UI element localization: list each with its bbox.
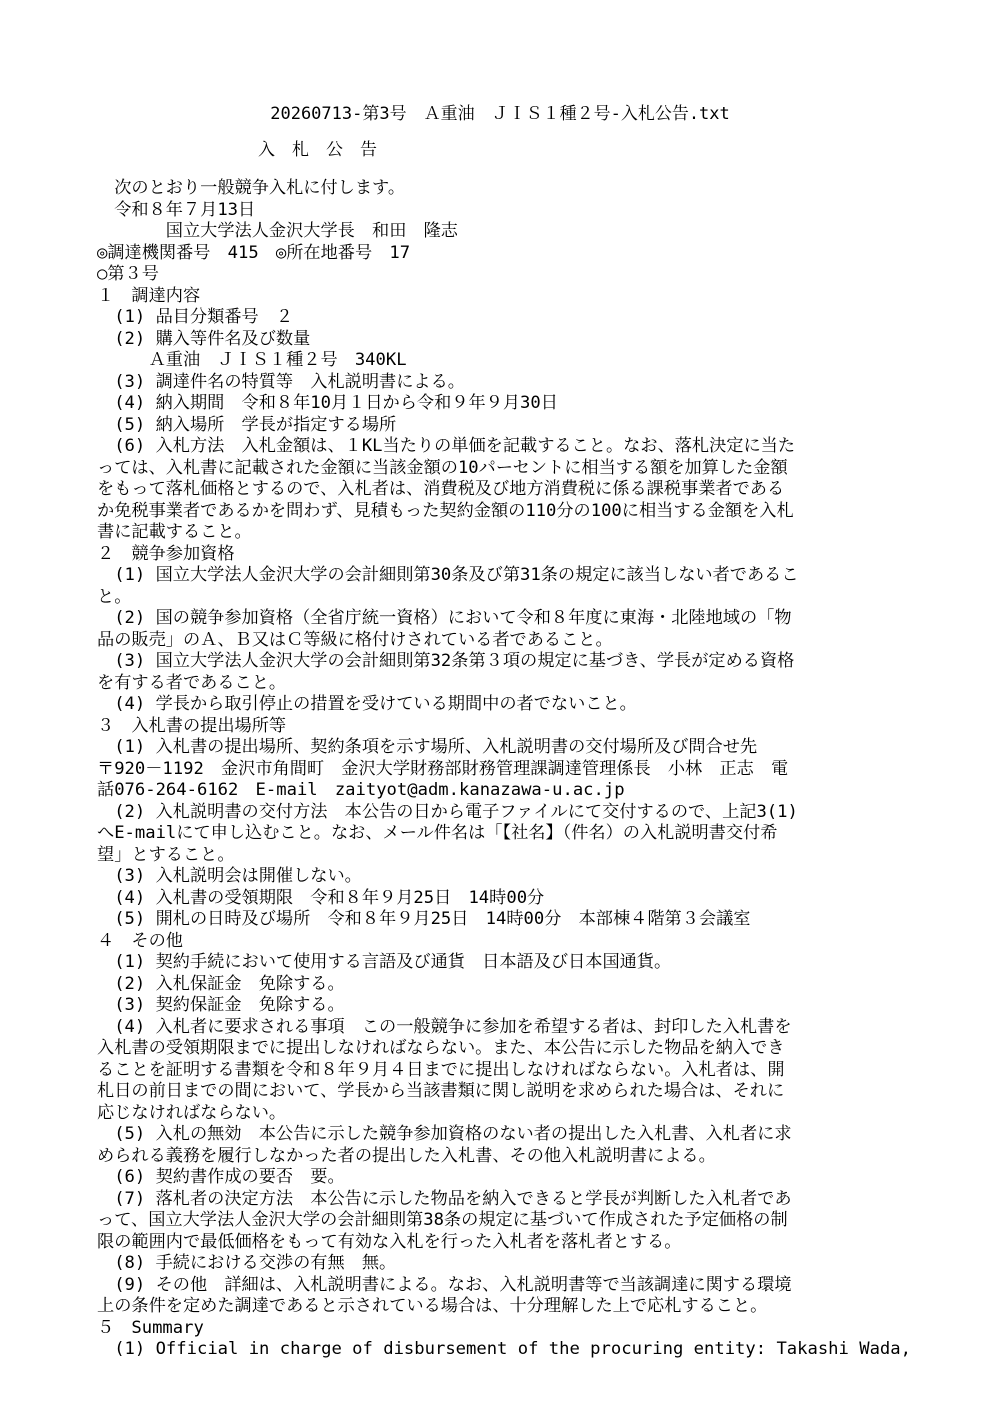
text-line: Ａ重油 ＪＩＳ１種２号 340KL <box>97 350 407 370</box>
text-line: (6) 入札方法 入札金額は、１KL当たりの単価を記載すること。なお、落札決定に当た <box>97 436 796 456</box>
text-line: (6) 契約書作成の要否 要。 <box>97 1167 345 1187</box>
text-line: ２ 競争参加資格 <box>97 543 235 564</box>
text-line: を有する者であること。 <box>97 672 287 693</box>
text-line: ○第３号 <box>97 264 159 284</box>
text-line: 上の条件を定めた調達であると示されている場合は、十分理解した上で応札すること。 <box>97 1296 768 1316</box>
text-line: 応じなければならない。 <box>97 1102 287 1123</box>
text-line: (4) 納入期間 令和８年10月１日から令和９年９月30日 <box>97 393 558 413</box>
text-line: ることを証明する書類を令和８年９月４日までに提出しなければならない。入札者は、開 <box>97 1059 785 1080</box>
text-line: (3) 調達件名の特質等 入札説明書による。 <box>97 371 465 392</box>
text-line: (3) 契約保証金 免除する。 <box>97 995 345 1015</box>
text-line: (2) 入札説明書の交付方法 本公告の日から電子ファイルにて交付するので、上記3(1) <box>97 801 798 822</box>
text-line: っては、入札書に記載された金額に当該金額の10パーセントに相当する額を加算した金額 <box>97 457 788 478</box>
text-line: 品の販売」のＡ、Ｂ又はＣ等級に格付けされている者であること。 <box>97 629 613 650</box>
text-line: ５ Summary <box>97 1317 204 1338</box>
text-line: 国立大学法人金沢大学長 和田 隆志 <box>97 221 458 241</box>
text-line: (3) 入札説明会は開催しない。 <box>97 866 362 886</box>
text-line: (5) 開札の日時及び場所 令和８年９月25日 14時00分 本部棟４階第３会議室 <box>97 909 751 929</box>
document-body <box>97 178 917 1361</box>
text-line: (3) 国立大学法人金沢大学の会計細則第32条第３項の規定に基づき、学長が定める資格 <box>97 651 795 671</box>
text-line: められる義務を履行しなかった者の提出した入札書、その他入札説明書による。 <box>97 1145 716 1166</box>
text-line: ４ その他 <box>97 930 183 951</box>
text-line: ３ 入札書の提出場所等 <box>97 715 287 736</box>
text-line: (2) 国の競争参加資格（全省庁統一資格）において令和８年度に東海・北陸地域の「物 <box>97 608 792 628</box>
text-line: (4) 学長から取引停止の措置を受けている期間中の者でないこと。 <box>97 694 637 714</box>
text-line: 書に記載すること。 <box>97 522 252 542</box>
text-line: 話076-264-6162 E-mail zaityot@adm.kanazawa-u.ac.jp <box>97 780 625 800</box>
text-line: ◎調達機関番号 415 ◎所在地番号 17 <box>97 242 411 263</box>
document-filename: 20260713-第3号 Ａ重油 ＪＩＳ１種２号-入札公告.txt <box>270 104 730 124</box>
text-line: 次のとおり一般競争入札に付します。 <box>97 178 406 198</box>
text-line: (9) その他 詳細は、入札説明書による。なお、入札説明書等で当該調達に関する環境 <box>97 1274 792 1295</box>
text-line: 札日の前日までの間において、学長から当該書類に関し説明を求められた場合は、それに <box>97 1081 785 1101</box>
document-title: 入 札 公 告 <box>258 140 377 160</box>
text-line: (5) 入札の無効 本公告に示した競争参加資格のない者の提出した入札書、入札者に求 <box>97 1124 792 1144</box>
text-line: と。 <box>97 586 132 607</box>
text-line: (7) 落札者の決定方法 本公告に示した物品を納入できると学長が判断した入札者であ <box>97 1188 792 1209</box>
text-line: 入札書の受領期限までに提出しなければならない。また、本公告に示した物品を納入でき <box>97 1038 785 1058</box>
text-line: 望」とすること。 <box>97 844 235 865</box>
text-line: (4) 入札書の受領期限 令和８年９月25日 14時00分 <box>97 887 545 908</box>
text-line: (4) 入札者に要求される事項 この一般競争に参加を希望する者は、封印した入札書を <box>97 1016 792 1037</box>
text-line: 令和８年７月13日 <box>97 199 256 220</box>
text-line: (2) 購入等件名及び数量 <box>97 328 311 349</box>
text-line: (1) 品目分類番号 ２ <box>97 307 294 327</box>
text-line: (2) 入札保証金 免除する。 <box>97 973 345 994</box>
text-line: 限の範囲内で最低価格をもって有効な入札を行った入札者を落札者とする。 <box>97 1231 682 1252</box>
text-line: (5) 納入場所 学長が指定する場所 <box>97 414 397 435</box>
text-line: １ 調達内容 <box>97 285 201 306</box>
text-line: 〒920－1192 金沢市角間町 金沢大学財務部財務管理課調達管理係長 小林 正志 電 <box>97 758 789 779</box>
text-line: (1) 契約手続において使用する言語及び通貨 日本語及び日本国通貨。 <box>97 952 672 972</box>
text-line: (1) 入札書の提出場所、契約条項を示す場所、入札説明書の交付場所及び問合せ先 <box>97 737 758 757</box>
text-line: (1) Official in charge of disbursement of the procuring entity: Takashi Wada, <box>97 1339 911 1359</box>
text-line: へE-mailにて申し込むこと。なお、メール件名は「【社名】（件名）の入札説明書交付希 <box>97 823 778 843</box>
text-line: って、国立大学法人金沢大学の会計細則第38条の規定に基づいて作成された予定価格の制 <box>97 1210 788 1230</box>
text-line: (8) 手続における交渉の有無 無。 <box>97 1253 397 1273</box>
text-line: をもって落札価格とするので、入札者は、消費税及び地方消費税に係る課税事業者である <box>97 479 785 499</box>
text-line: か免税事業者であるかを問わず、見積もった契約金額の110分の100に相当する金額を入札 <box>97 500 794 521</box>
text-line: (1) 国立大学法人金沢大学の会計細則第30条及び第31条の規定に該当しない者であるこ <box>97 565 799 585</box>
